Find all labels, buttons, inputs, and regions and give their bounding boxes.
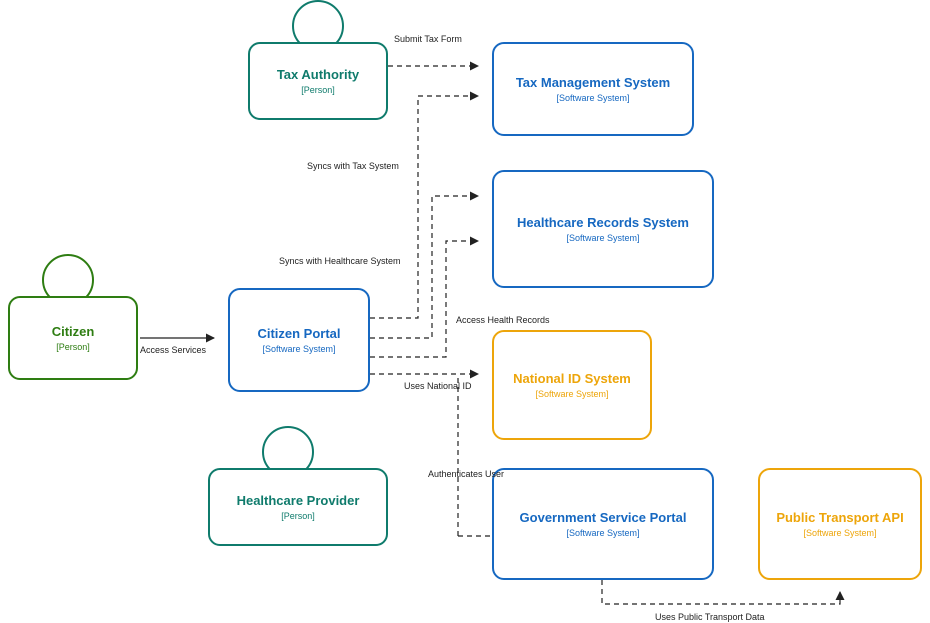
node-title: Tax Management System — [515, 74, 671, 90]
edge-label-access-health-records: Access Health Records — [456, 315, 550, 325]
node-title: Citizen Portal — [257, 325, 341, 341]
node-subtitle: [Software System] — [803, 527, 877, 538]
node-subtitle: [Person] — [281, 510, 315, 521]
node-tax-management-system[interactable] — [492, 42, 694, 136]
node-subtitle: [Person] — [301, 84, 335, 95]
node-government-service-portal[interactable] — [492, 468, 714, 580]
node-subtitle: [Software System] — [556, 92, 630, 103]
node-title: Government Service Portal — [519, 509, 687, 525]
node-national-id-system[interactable] — [492, 330, 652, 440]
node-tax-authority[interactable] — [248, 42, 388, 120]
node-title: Healthcare Provider — [236, 492, 360, 508]
node-subtitle: [Software System] — [262, 343, 336, 354]
edge-label-syncs-with-tax-system: Syncs with Tax System — [307, 161, 399, 171]
node-subtitle: [Software System] — [566, 527, 640, 538]
node-subtitle: [Software System] — [566, 232, 640, 243]
edge-label-submit-tax-form: Submit Tax Form — [394, 34, 462, 44]
node-title: Healthcare Records System — [517, 214, 689, 230]
node-citizen-portal[interactable] — [228, 288, 370, 392]
edge-label-access-services: Access Services — [140, 345, 207, 355]
edge-label-syncs-with-healthcare-system: Syncs with Healthcare System — [279, 256, 401, 266]
node-citizen[interactable] — [8, 296, 138, 380]
edge-label-authenticates-user: Authenticates User — [428, 469, 505, 479]
node-healthcare-provider[interactable] — [208, 468, 388, 546]
node-subtitle: [Person] — [56, 341, 90, 352]
edge-syncs-with-tax-system — [370, 96, 478, 318]
edge-authenticates-user — [458, 374, 492, 536]
edge-uses-public-transport-data — [602, 580, 840, 604]
node-public-transport-api[interactable] — [758, 468, 922, 580]
edge-label-uses-national-id: Uses National ID — [404, 381, 472, 391]
node-title: National ID System — [513, 370, 631, 386]
node-subtitle: [Software System] — [535, 388, 609, 399]
node-title: Tax Authority — [276, 66, 360, 82]
node-title: Citizen — [51, 323, 95, 339]
node-title: Public Transport API — [776, 509, 904, 525]
node-healthcare-records-system[interactable] — [492, 170, 714, 288]
edge-label-uses-public-transport-data: Uses Public Transport Data — [655, 612, 765, 622]
